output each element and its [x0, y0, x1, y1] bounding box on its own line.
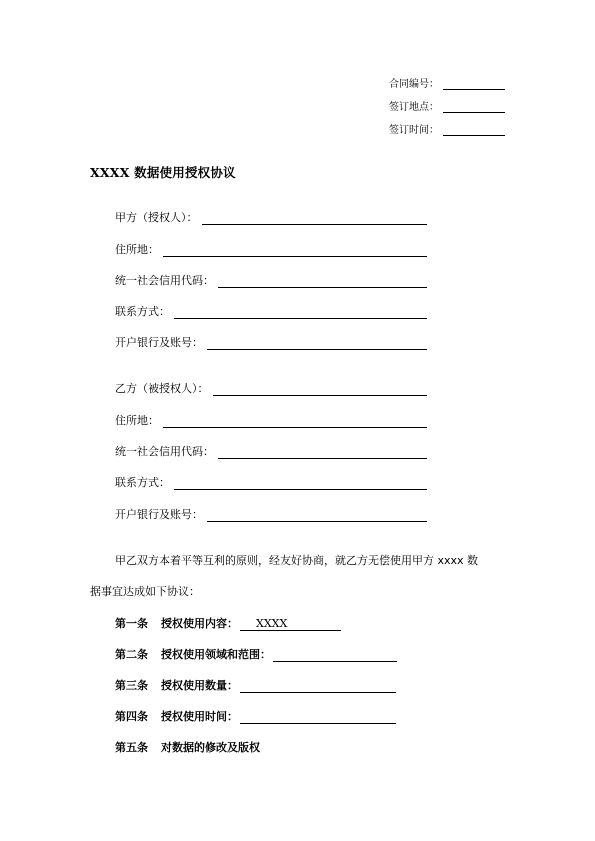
party-a-name-field	[115, 209, 427, 225]
party-a-credit-code-label: 统一社会信用代码：	[115, 274, 214, 287]
party-b-bank-label: 开户银行及账号：	[115, 508, 203, 521]
party-a-bank-field	[115, 334, 427, 350]
party-a-address-field	[115, 241, 427, 257]
party-b-bank-blank	[207, 509, 427, 522]
article-3-title: 授权使用数量：	[161, 679, 238, 692]
article-1-title: 授权使用内容：	[161, 617, 238, 630]
article-1-number: 第一条	[115, 617, 148, 630]
party-b-contact-field	[115, 474, 427, 490]
article-3	[115, 677, 396, 693]
party-a-bank-label: 开户银行及账号：	[115, 336, 203, 349]
contract-number-blank	[443, 79, 505, 90]
article-4	[115, 708, 396, 724]
article-2-title: 授权使用领域和范围：	[161, 648, 271, 661]
preamble-line-1: 甲乙双方本着平等互利的原则，经友好协商，就乙方无偿使用甲方 xxxx 数	[115, 554, 479, 567]
party-a-name-blank	[202, 212, 428, 225]
party-a-name-label: 甲方（授权人）：	[115, 211, 198, 224]
party-b-credit-code-label: 统一社会信用代码：	[115, 445, 214, 458]
party-a-credit-code-field	[115, 272, 427, 288]
contract-number-field	[389, 76, 505, 90]
signing-place-label: 签订地点：	[389, 102, 439, 113]
party-a-bank-blank	[207, 337, 427, 350]
article-2-number: 第二条	[115, 648, 148, 661]
article-5-title: 对数据的修改及版权	[161, 741, 260, 754]
party-b-credit-code-field	[115, 443, 427, 459]
article-4-title: 授权使用时间：	[161, 710, 238, 723]
signing-place-blank	[443, 102, 505, 113]
party-a-address-blank	[163, 244, 427, 257]
signing-date-field	[389, 122, 505, 136]
party-b-address-label: 住所地：	[115, 414, 159, 427]
article-1-value: XXXX	[256, 617, 288, 630]
party-a-address-label: 住所地：	[115, 243, 159, 256]
party-b-contact-blank	[174, 477, 427, 490]
party-b-address-blank	[163, 415, 427, 428]
party-b-address-field	[115, 412, 427, 428]
preamble-line-2: 据事宜达成如下协议：	[90, 585, 200, 598]
article-1-blank	[240, 617, 341, 631]
party-a-contact-blank	[174, 306, 427, 319]
signing-date-label: 签订时间：	[389, 125, 439, 136]
article-5-number: 第五条	[115, 741, 148, 754]
party-b-contact-label: 联系方式：	[115, 476, 170, 489]
article-5	[115, 739, 260, 755]
article-3-number: 第三条	[115, 679, 148, 692]
party-b-bank-field	[115, 506, 427, 522]
party-b-credit-code-blank	[218, 446, 427, 459]
article-3-blank	[240, 679, 396, 693]
article-4-blank	[240, 710, 396, 724]
party-b-name-field	[115, 380, 427, 396]
article-1	[115, 615, 341, 631]
signing-date-blank	[443, 125, 505, 136]
article-2	[115, 646, 397, 662]
party-a-credit-code-blank	[218, 275, 427, 288]
party-a-contact-field	[115, 303, 427, 319]
party-b-name-blank	[213, 383, 428, 396]
party-b-name-label: 乙方（被授权人）：	[115, 382, 209, 395]
contract-number-label: 合同编号：	[389, 79, 439, 90]
article-4-number: 第四条	[115, 710, 148, 723]
signing-place-field	[389, 99, 505, 113]
document-title: XXXX 数据使用授权协议	[90, 165, 236, 180]
party-a-contact-label: 联系方式：	[115, 305, 170, 318]
article-2-blank	[273, 648, 397, 662]
